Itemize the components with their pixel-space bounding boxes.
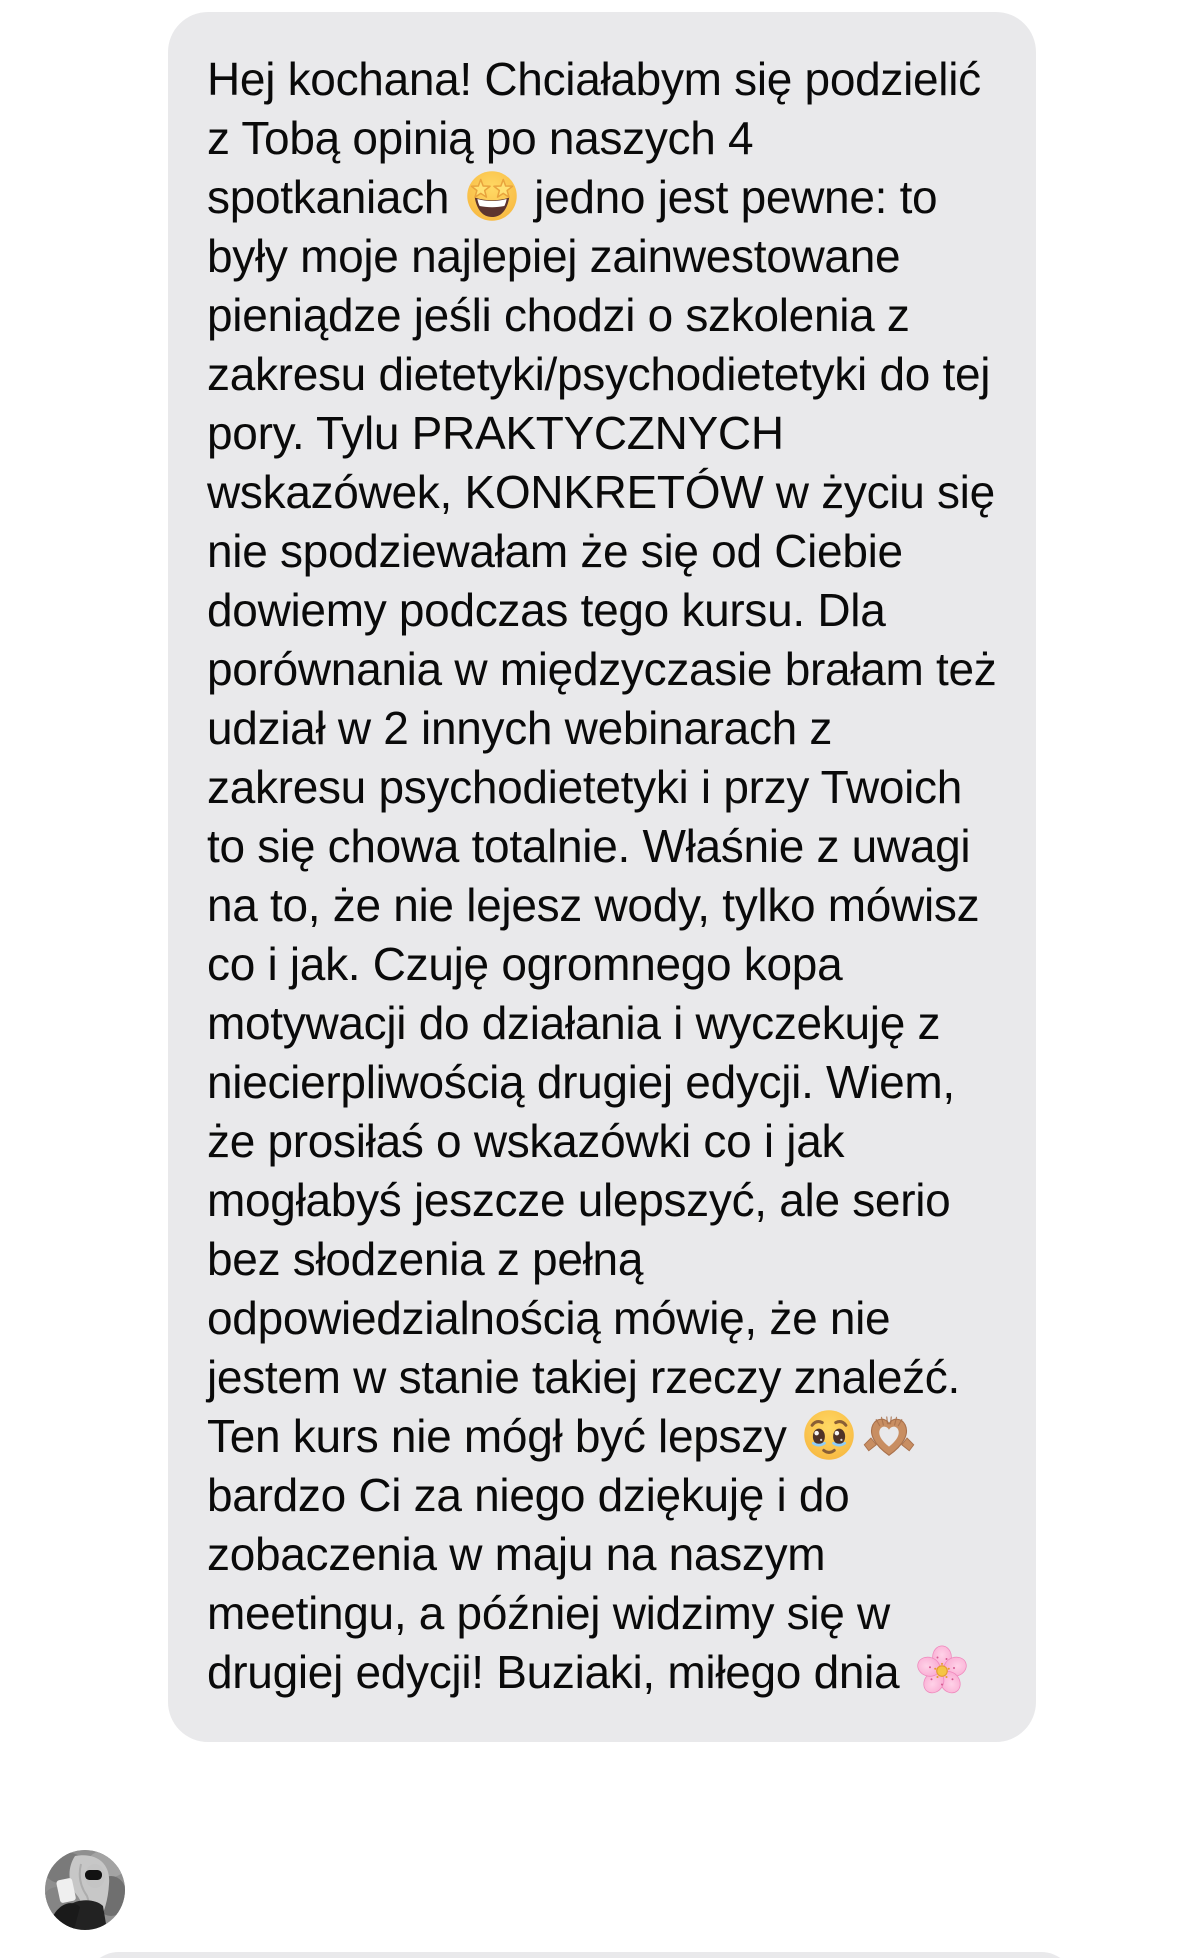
sender-avatar[interactable] (45, 1850, 125, 1930)
message-text-segment: Hej kochana! Chciałabym się podzielić z Tobą opinią po naszych 4 spotkaniach (207, 53, 981, 223)
face-holding-back-tears-emoji (802, 1408, 856, 1462)
avatar-portrait-image (45, 1850, 125, 1930)
received-message-bubble[interactable] (168, 12, 1036, 1742)
cherry-blossom-emoji (915, 1644, 969, 1698)
star-struck-emoji (465, 169, 519, 223)
next-message-bubble-peek[interactable] (85, 1952, 1075, 1958)
heart-hands-medium-skin-tone-emoji (862, 1408, 916, 1462)
message-text-segment: jedno jest pewne: to były moje najlepiej zainwestowane pieniądze jeśli chodzi o szkolenia z zakresu dietetyki/psychodietetyki do tej pory. Tylu PRAKTYCZNYCH wskazówek, KONKRETÓW w życiu się nie spodziewałam że się od Ciebie dowiemy podczas tego kursu. Dla porównania w międzyczasie brałam też udział w 2 innych webinarach z zakresu psychodietetyki i przy Twoich to się chowa totalnie. Właśnie z uwagi na to, że nie lejesz wody, tylko mówisz co i jak. Czuję ogromnego kopa motywacji do działania i wyczekuję z niecierpliwością drugiej edycji. Wiem, że prosiłaś o wskazówki co i jak mogłabyś jeszcze ulepszyć, ale serio bez słodzenia z pełną odpowiedzialnością mówię, że nie jestem w stanie takiej rzeczy znaleźć. Ten kurs nie mógł być lepszy (207, 171, 997, 1462)
message-text-segment: bardzo Ci za niego dziękuję i do zobaczenia w maju na naszym meetingu, a później widzimy się w drugiej edycji! Buziaki, miłego dnia (207, 1469, 912, 1698)
